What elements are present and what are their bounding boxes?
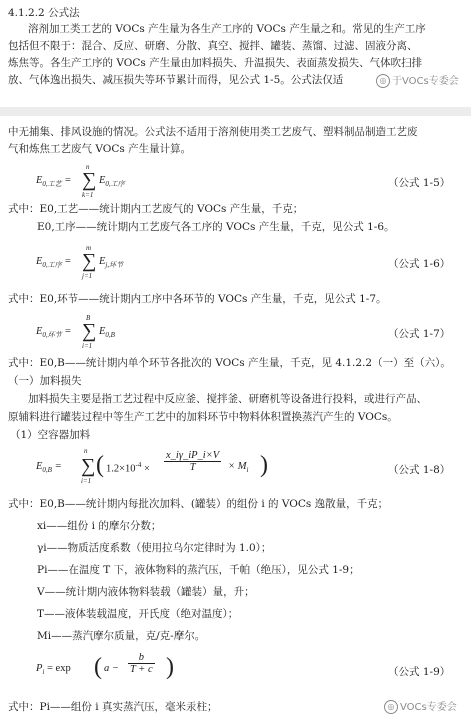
intro-line-3: 炼焦等。各生产工序的 VOCs 产生量由加料损失、升温损失、表面蒸发损失、气体吹扫排 <box>8 57 423 69</box>
def-pi-vapor: 式中：Pi——组份 i 真实蒸汽压，毫米汞柱； <box>8 701 218 713</box>
formula-1-5-label: （公式 1-5） <box>388 177 451 189</box>
subsection-title-1a: （1）空容器加料 <box>10 429 91 441</box>
formula-1-9: $P_i = \exp$ ( a − $\frac{b}{T + c}$ ) <box>36 652 174 680</box>
def-xi: xi——组份 i 的摩尔分数； <box>37 520 162 532</box>
page-divider <box>0 107 471 116</box>
section-heading: 4.1.2.2 公式法 <box>8 7 80 19</box>
formula-1-6-label: （公式 1-6） <box>388 258 451 270</box>
wechat-logo-icon: ◎ <box>376 74 390 88</box>
intro-line-2: 包括但不限于：混合、反应、研磨、分散、真空、搅拌、罐装、蒸馏、过滤、固液分离、 <box>8 40 418 52</box>
continued-line-1: 中无捕集、排风设施的情况。公式法不适用于溶剂使用类工艺废气、塑料制品制造工艺废 <box>8 126 418 138</box>
formula-1-8-label: （公式 1-8） <box>388 464 451 476</box>
def-e0-huanjie: 式中：E0,环节——统计期内工序中各环节的 VOCs 产生量，千克，见公式 1-7。 <box>8 293 387 305</box>
continued-line-2: 气和炼焦工艺废气 VOCs 产生量计算。 <box>8 143 192 155</box>
def-mi: Mi——蒸汽摩尔质量，克/克-摩尔。 <box>37 630 206 642</box>
sub1-line-1: 加料损失主要是指工艺过程中反应釜、搅拌釜、研磨机等设备进行投料，或进行产品、 <box>28 393 427 405</box>
formula-1-9-denominator: T + c <box>130 664 153 675</box>
watermark-top: ◎ 于VOCs专委会 <box>376 72 459 88</box>
def-e0-b: 式中：E0,B——统计期内单个环节各批次的 VOCs 产生量，千克，见 4.1.2.2（一）至（六）。 <box>8 357 451 369</box>
formula-1-8: $E_{0,B}$ = n ∑ i=1 ( $1.2\times 10^{-4}$ × $\frac{x\_i\gamma\_iP\_i\times V}{T}$ × $M_i$ ) <box>36 447 268 485</box>
intro-line-4: 放、气体逸出损失、减压损失等环节累计而得，见公式 1-5。公式法仅适 <box>8 74 344 86</box>
wechat-logo-icon: ◎ <box>384 700 398 714</box>
watermark-bottom: ◎ VOCs专委会 <box>384 698 457 714</box>
intro-line-1: 溶剂加工类工艺的 VOCs 产生量为各生产工序的 VOCs 产生量之和。常见的生产工序 <box>28 23 426 35</box>
def-e0-gongyi: 式中：E0,工艺——统计期内工艺废气的 VOCs 产生量，千克； <box>8 203 304 215</box>
def-e0-gongxu: E0,工序——统计期内工艺废气各工序的 VOCs 产生量，千克，见公式 1-6。 <box>37 221 395 233</box>
def-t: T——液体装载温度，开氏度（绝对温度）； <box>37 608 239 620</box>
def-v: V——统计期内液体物料装载（罐装）量，升； <box>37 586 255 598</box>
def-e0b-batch: 式中：E0,B——统计期内每批次加料、(罐装）的组份 i 的 VOCs 逸散量，千克； <box>8 498 389 510</box>
def-pi: Pi——在温度 T 下，液体物料的蒸汽压，千帕（绝压），见公式 1-9； <box>37 564 360 576</box>
formula-1-9-label: （公式 1-9） <box>388 666 451 678</box>
formula-1-8-denominator: T <box>189 462 196 473</box>
sub1-line-2: 原辅料进行罐装过程中等生产工艺中的加料环节中物料体积置换蒸汽产生的 VOCs。 <box>8 411 398 423</box>
subsection-title-1: （一）加料损失 <box>8 375 82 387</box>
formula-1-9-numerator: b <box>128 652 155 664</box>
def-gamma-i: γi——物质活度系数（使用拉乌尔定律时为 1.0）； <box>37 542 272 554</box>
formula-1-7-label: （公式 1-7） <box>388 328 451 340</box>
formula-1-8-numerator: x_iγ_iP_i×V <box>166 450 220 461</box>
